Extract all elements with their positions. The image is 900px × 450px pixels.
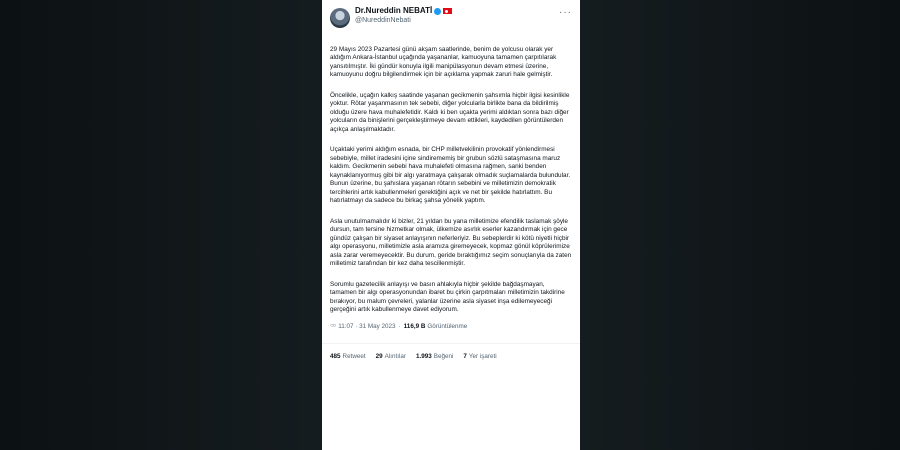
bookmarks-stat[interactable] [463,353,496,360]
retweets-count: 485 [330,352,341,360]
tweet-timestamp[interactable]: 11:07 · 31 May 2023 [338,322,396,330]
author-name[interactable]: Dr.Nureddin NEBATİ [355,6,433,15]
more-options-icon[interactable]: ··· [559,7,572,18]
retweets-label: Retweet [342,352,366,360]
tweet-paragraph: Asla unutulmamalıdır ki bizler, 21 yıldan bu yana milletimize efendilik taslamak şöyle dursun, tam tersine hizmetkar olmak, ülkemize asırlık eserler kazandırmak için gece gündüz çalışan bir siyaset anlayışının neferleriyiz. Bu sebeplerdir ki kötü niyetli hiçbir algı operasyonu, milletimizle asla aramıza giremeyecek, kopmaz gönül köprülerimize asla zarar veremeyecektir. Bu durum, geride bıraktığımız seçim sonuçlarıyla da zaten milletimiz tarafından bir kez daha tescillenmiştir. [330,217,572,268]
tweet-paragraph: Öncelikle, uçağın kalkış saatinde yaşanan gecikmenin şahsımla hiçbir ilgisi kesinlikle yoktur. Rötar yaşanmasının tek sebebi, diğer yolcularla birlikte bana da bildirilmiş olduğu üzere hava muhalefetidir. Kaldı ki ben uçakta yerimi aldıktan sonra bazı diğer yolcuların da binişlerini gerçekleştirmeye devam ettikleri, kaydedilen görüntülerden açıkça anlaşılmaktadır. [330,92,570,133]
tweet-paragraph: Sorumlu gazetecilik anlayışı ve basın ahlakıyla hiçbir şekilde bağdaşmayan, tamamen bir algı operasyonundan ibaret bu çirkin çarpıtmaları milletimizin takdirine bırakıyor, bu malum çevreleri, yalanlar üzerine asla siyaset inşa edilemeyeceği gerçeğini artık kabullenmeye davet ediyorum. [330,280,565,314]
tweet-text [330,46,572,315]
likes-label: Beğeni [433,352,454,360]
tweet-header [330,6,572,32]
author-handle[interactable]: @NureddinNebati [355,17,411,24]
tweet-paragraph: 29 Mayıs 2023 Pazartesi günü akşam saatlerinde, benim de yolcusu olarak yer aldığım Ankara-İstanbul uçağında yaşananlar, kamuoyuna tamamen çarpıtılarak yansıtılmıştır. İki gündür konuyla ilgili manipülasyonun devam etmesi üzerine, kamuoyunu doğru bilgilendirmek için bir açıklama yapmak zaruri hale gelmiştir. [330,46,557,79]
likes-stat[interactable] [416,353,453,360]
quotes-count: 29 [375,352,383,360]
tweet-meta [330,323,572,330]
glasses-icon: ○○ [330,323,336,330]
engagement-stats [330,353,572,360]
tweet-card [322,0,580,450]
likes-count: 1.993 [416,352,432,360]
views-label: Görüntülenme [427,322,468,330]
retweets-stat[interactable] [330,353,366,360]
avatar[interactable] [330,8,350,28]
views-count: 116,9 B [403,322,426,330]
verified-badge-icon [434,8,441,15]
bookmarks-count: 7 [463,352,467,360]
quotes-label: Alıntılar [384,352,406,360]
turkey-flag-icon [443,8,452,14]
divider [322,343,580,344]
author-block [355,6,452,26]
bookmarks-label: Yer işareti [468,352,497,360]
separator-dot: · [398,322,401,330]
tweet-paragraph: Uçaktaki yerimi aldığım esnada, bir CHP milletvekilinin provokatif yönlendirmesi sebebiyle, millet iradesini içine sindirememiş bir grubun sözlü sataşmasına maruz kaldım. Gecikmenin sebebi hava muhalefeti olmasına rağmen, sanki benden kaynaklanıyormuş gibi bir algı yaratmaya çalışarak olmadık suçlamalarda bulundular. Bunun üzerine, bu şahıslara yaşanan rötarın sebebini ve milletimizin demokratik tercihlerini artık kabullenmeleri gerektiğini açık ve net bir şekilde hatırlattım. Bu hatırlatmayı da sadece bu birkaç şahsa yönelik yaptım. [330,146,571,205]
quotes-stat[interactable] [376,353,406,360]
